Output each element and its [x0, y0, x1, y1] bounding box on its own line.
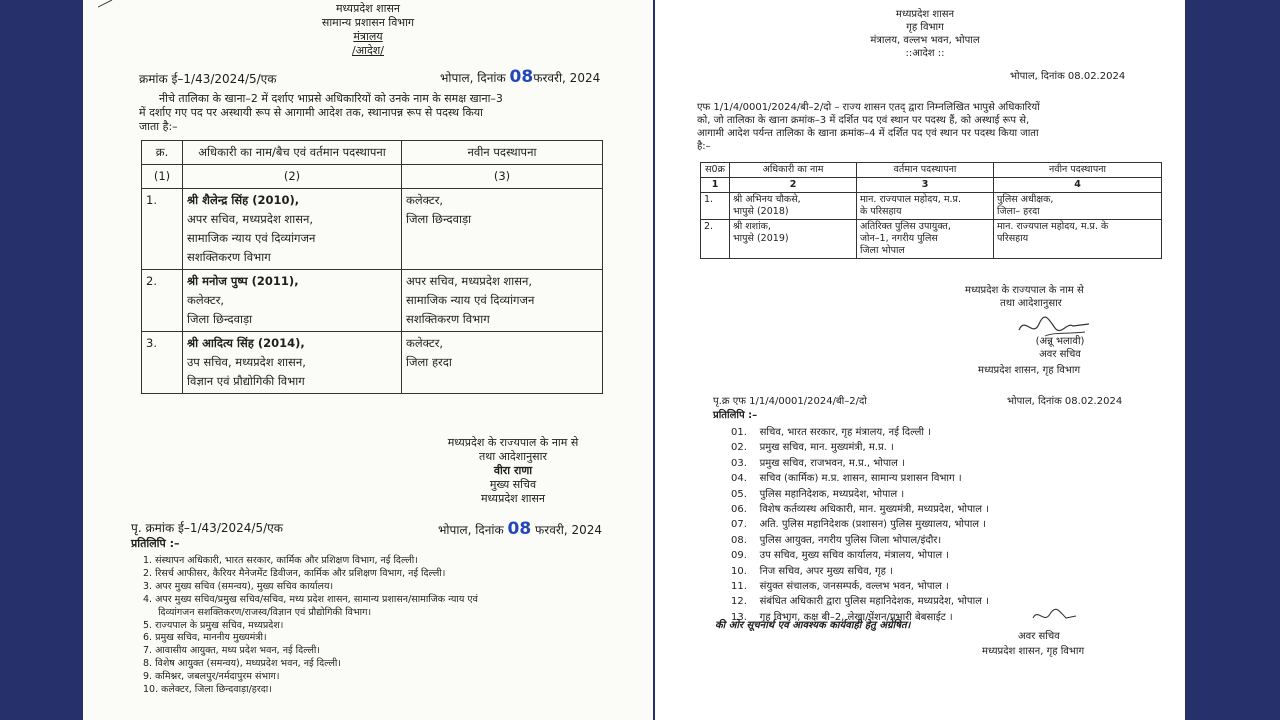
list-item: 13. गृह विभाग, कक्ष बी–2, लेखा/पेंशन/प्रभारी बेबसाईट ।: [731, 611, 953, 623]
gad-intro: [139, 92, 609, 134]
row-sn: 1.: [701, 193, 730, 220]
home-intro-line: है:–: [697, 141, 711, 152]
table-header-cell: अधिकारी का नाम/बैच एवं वर्तमान पदस्थापना: [183, 141, 402, 165]
list-item: 1. संस्थापन अधिकारी, भारत सरकार, कार्मिक और प्रशिक्षण विभाग, नई दिल्ली।: [143, 555, 418, 566]
home-dept-order-page: [655, 0, 1185, 720]
list-item: 04. सचिव (कार्मिक) म.प्र. शासन, सामान्य प्रशासन विभाग ।: [731, 473, 962, 485]
home-endorse-date: भोपाल, दिनांक 08.02.2024: [1007, 396, 1123, 407]
table-colnum: (3): [402, 165, 603, 189]
list-item: 10. कलेक्टर, जिला छिन्दवाड़ा/हरदा।: [143, 684, 272, 696]
officer-name: श्री आदित्य सिंह (2014),: [187, 336, 305, 350]
table-row: [142, 270, 603, 332]
gad-order-page: [83, 0, 653, 720]
row-new-post: [402, 270, 603, 332]
list-item: 01. सचिव, भारत सरकार, गृह मंत्रालय, नई दिल्ली ।: [731, 427, 931, 438]
list-item: 9. कमिश्नर, जबलपुर/नर्मदापुरम संभाग।: [143, 671, 280, 683]
current-post-line: अतिरिक्त पुलिस उपायुक्त,: [860, 221, 951, 232]
endorse-month: फरवरी, 2024: [535, 523, 603, 537]
officer-name: श्री मनोज पुष्प (2011),: [187, 274, 299, 288]
table-colnum: 4: [994, 178, 1162, 193]
table-header-row: [142, 141, 603, 165]
home-endorse-number: पृ.क्र एफ 1/1/4/0001/2024/बी–2/दो: [713, 396, 867, 407]
table-row: [701, 193, 1162, 220]
list-item: 11. संयुक्त संचालक, जनसम्पर्क, वल्लभ भवन, भोपाल ।: [731, 581, 949, 593]
home-sign-line: तथा आदेशानुसार: [1000, 298, 1062, 309]
table-colnum: 1: [701, 178, 730, 193]
row-sn: 3.: [142, 332, 183, 394]
table-colnum-row: [142, 165, 603, 189]
officer-batch: भापुसे (2018): [733, 206, 789, 217]
list-item: 10. निज सचिव, अपर मुख्य सचिव, गृह ।: [731, 565, 893, 577]
officer-name: श्री अभिनय चौकसे,: [733, 194, 801, 205]
gad-intro-line: जाता है:–: [139, 120, 178, 133]
home-header-state: मध्यप्रदेश शासन: [895, 9, 955, 20]
home-copy-label: प्रतिलिपि :–: [713, 410, 758, 421]
current-post-line: मान. राज्यपाल महोदय, म.प्र.: [860, 194, 961, 205]
list-item: 06. विशेष कर्तव्यस्थ अधिकारी, मान. मुख्यमंत्री, मध्यप्रदेश, भोपाल ।: [731, 504, 989, 516]
sign-govt: मध्यप्रदेश शासन, गृह विभाग: [978, 365, 1081, 376]
table-row: [142, 189, 603, 270]
list-item: 6. प्रमुख सचिव, माननीय मुख्यमंत्री।: [143, 632, 267, 644]
gad-header-mantralaya: मंत्रालय: [353, 30, 383, 43]
new-post-line: परिसहाय: [997, 233, 1029, 244]
home-intro: [697, 101, 1040, 153]
table-header-cell: स0क्र: [701, 163, 730, 178]
gad-header-dept: सामान्य प्रशासन विभाग: [321, 16, 415, 29]
row-officer: [730, 193, 857, 220]
list-item: 07. अति. पुलिस महानिदेशक (प्रशासन) पुलिस मुख्यालय, भोपाल ।: [731, 519, 987, 531]
list-item: 5. राज्यपाल के प्रमुख सचिव, मध्यप्रदेश।: [143, 619, 284, 631]
list-item: 3. अपर मुख्य सचिव (समन्वय), मुख्य सचिव कार्यालय।: [143, 580, 334, 592]
new-post-line: जिला छिन्दवाड़ा: [406, 212, 472, 226]
list-item: 03. प्रमुख सचिव, राजभवन, म.प्र., भोपाल ।: [731, 457, 905, 469]
current-post-line: जिला छिन्दवाड़ा: [187, 312, 253, 326]
list-item: दिव्यांगजन सशक्तिकरण/राजस्व/विज्ञान एवं प्रौद्योगिकी विभाग।: [143, 606, 372, 618]
list-item: 4. अपर मुख्य सचिव/प्रमुख सचिव/सचिव, मध्य प्रदेश शासन, सामान्य प्रशासन/सामाजिक न्याय एवं: [143, 593, 478, 605]
current-post-line: कलेक्टर,: [187, 293, 225, 307]
new-post-line: अपर सचिव, मध्यप्रदेश शासन,: [406, 274, 533, 288]
list-item: 7. आवासीय आयुक्त, मध्य प्रदेश भवन, नई दिल्ली।: [143, 645, 320, 657]
endorse-place: भोपाल, दिनांक: [438, 523, 504, 537]
table-colnum: (1): [142, 165, 183, 189]
new-post-line: कलेक्टर,: [406, 193, 444, 207]
row-new-post: [994, 220, 1162, 259]
home-sign-line: मध्यप्रदेश के राज्यपाल के नाम से: [965, 285, 1084, 296]
new-post-line: कलेक्टर,: [406, 336, 444, 350]
table-row: [701, 220, 1162, 259]
list-item: 2. रिसर्च आफीसर, कैरियर मैनेजमेंट डिवीजन, कार्मिक और प्रशिक्षण विभाग, नई दिल्ली।: [143, 567, 446, 579]
home-header-order: ::आदेश ::: [905, 48, 945, 59]
home-intro-line: एफ 1/1/4/0001/2024/बी–2/दो – राज्य शासन एतद् द्वारा निम्नलिखित भापुसे अधिकारियों: [697, 102, 1040, 113]
home-order-date: भोपाल, दिनांक 08.02.2024: [1010, 71, 1126, 82]
current-post-line: विज्ञान एवं प्रौद्योगिकी विभाग: [187, 374, 305, 388]
table-header-cell: नवीन पदस्थापना: [994, 163, 1162, 178]
gad-header-order: /आदेश/: [352, 44, 384, 57]
page-corner-mark-icon: [98, 0, 118, 8]
table-header-cell: क्र.: [142, 141, 183, 165]
table-colnum: 2: [730, 178, 857, 193]
officer-name: श्री शशांक,: [733, 221, 771, 232]
home-intro-line: आगामी आदेश पर्यन्त तालिका के खाना क्रमांक–4 में दर्शित पद एवं स्थान पर पदस्थ किया जाता: [697, 128, 1039, 139]
home-header-dept: गृह विभाग: [906, 22, 944, 33]
row-new-post: [402, 189, 603, 270]
gad-copy-label: प्रतिलिपि :–: [131, 537, 180, 550]
list-item: 8. विशेष आयुक्त (समन्वय), मध्यप्रदेश भवन, नई दिल्ली।: [143, 658, 341, 670]
officer-name: श्री शैलेन्द्र सिंह (2010),: [187, 193, 300, 207]
list-item: 02. प्रमुख सचिव, मान. मुख्यमंत्री, म.प्र. ।: [731, 442, 894, 454]
current-post-line: उप सचिव, मध्यप्रदेश शासन,: [187, 355, 306, 369]
current-post-line: सामाजिक न्याय एवं दिव्यांगजन: [187, 231, 316, 245]
gad-endorse-date: [438, 519, 603, 539]
gad-date-month: फरवरी, 2024: [533, 71, 601, 85]
table-row: [142, 332, 603, 394]
list-item: 09. उप सचिव, मुख्य सचिव कार्यालय, मंत्रालय, भोपाल ।: [731, 550, 950, 562]
gad-date-day: 08: [509, 67, 534, 87]
gad-posting-table: [141, 140, 603, 394]
table-header-cell: वर्तमान पदस्थापना: [857, 163, 994, 178]
gad-date-place: भोपाल, दिनांक: [440, 71, 506, 85]
current-post-line: के परिसहाय: [860, 206, 902, 217]
gad-copy-list: [143, 555, 478, 697]
gad-endorse-number: पृ. क्रमांक ई–1/43/2024/5/एक: [131, 521, 283, 535]
footer-sign-designation: अवर सचिव: [1018, 631, 1060, 642]
row-current-post: [857, 220, 994, 259]
signatory-name: वीरा राणा: [493, 464, 533, 477]
current-post-line: अपर सचिव, मध्यप्रदेश शासन,: [187, 212, 314, 226]
new-post-line: पुलिस अधीक्षक,: [997, 194, 1054, 205]
row-current-post: [857, 193, 994, 220]
table-colnum-row: [701, 178, 1162, 193]
row-sn: 2.: [142, 270, 183, 332]
endorse-day: 08: [507, 519, 532, 539]
signatory-name: (अन्नू भलावी): [1035, 336, 1085, 347]
current-post-line: जिला भोपाल: [860, 245, 905, 256]
row-officer: [730, 220, 857, 259]
current-post-line: सशक्तिकरण विभाग: [187, 250, 271, 264]
footer-sign-govt: मध्यप्रदेश शासन, गृह विभाग: [982, 646, 1085, 657]
list-item: 12. संबंधित अधिकारी द्वारा पुलिस महानिदेशक, मध्यप्रदेश, भोपाल ।: [731, 596, 989, 608]
new-post-line: जिला हरदा: [406, 355, 452, 369]
list-item: 08. पुलिस आयुक्त, नगरीय पुलिस जिला भोपाल/इंदौर।: [731, 534, 942, 546]
sign-govt: मध्यप्रदेश शासन: [480, 492, 546, 505]
current-post-line: जोन–1, नगरीय पुलिस: [860, 233, 938, 244]
sign-line: तथा आदेशानुसार: [479, 450, 547, 463]
row-sn: 2.: [701, 220, 730, 259]
new-post-line: मान. राज्यपाल महोदय, म.प्र. के: [997, 221, 1109, 232]
table-header-cell: अधिकारी का नाम: [730, 163, 857, 178]
table-header-cell: नवीन पदस्थापना: [402, 141, 603, 165]
sign-line: मध्यप्रदेश के राज्यपाल के नाम से: [447, 436, 579, 449]
row-new-post: [402, 332, 603, 394]
row-sn: 1.: [142, 189, 183, 270]
gad-signature-block: [413, 436, 613, 506]
row-new-post: [994, 193, 1162, 220]
home-posting-table: [700, 162, 1162, 259]
table-colnum: 3: [857, 178, 994, 193]
list-item: 05. पुलिस महानिदेशक, मध्यप्रदेश, भोपाल ।: [731, 488, 905, 500]
new-post-line: सामाजिक न्याय एवं दिव्यांगजन: [406, 293, 535, 307]
gad-intro-line: नीचे तालिका के खाना–2 में दर्शाए भाप्रसे अधिकारियों को उनके नाम के समक्ष खाना–3: [159, 92, 503, 105]
table-header-row: [701, 163, 1162, 178]
home-intro-line: को, जो तालिका के खाना क्रमांक–3 में दर्शित पद एवं स्थान पर पदस्थ हैं, को अस्थाई रूप से,: [697, 115, 1030, 126]
new-post-line: सशक्तिकरण विभाग: [406, 312, 490, 326]
row-officer: [183, 270, 402, 332]
gad-order-date: [440, 67, 601, 87]
gad-header: [83, 2, 653, 58]
home-header: [805, 8, 1045, 60]
officer-batch: भापुसे (2019): [733, 233, 789, 244]
small-signature-icon: [1030, 606, 1080, 626]
home-header-address: मंत्रालय, वल्लभ भवन, भोपाल: [870, 35, 980, 46]
sign-designation: अवर सचिव: [1039, 349, 1081, 360]
home-footer-note: की ओर सूचनार्थ एवं आवश्यक कार्यवाही हेतु अग्रेषित।: [715, 620, 911, 631]
gad-order-number: क्रमांक ई–1/43/2024/5/एक: [139, 72, 277, 86]
new-post-line: जिला– हरदा: [997, 206, 1040, 217]
row-officer: [183, 332, 402, 394]
home-copy-list: [731, 425, 989, 625]
gad-intro-line: में दर्शाए गए पद पर अस्थायी रूप से आगामी आदेश तक, स्थानापन्न रूप से पदस्थ किया: [139, 106, 484, 119]
sign-designation: मुख्य सचिव: [489, 478, 537, 491]
row-officer: [183, 189, 402, 270]
table-colnum: (2): [183, 165, 402, 189]
gad-header-state: मध्यप्रदेश शासन: [335, 2, 401, 15]
home-signatory: [995, 335, 1125, 361]
